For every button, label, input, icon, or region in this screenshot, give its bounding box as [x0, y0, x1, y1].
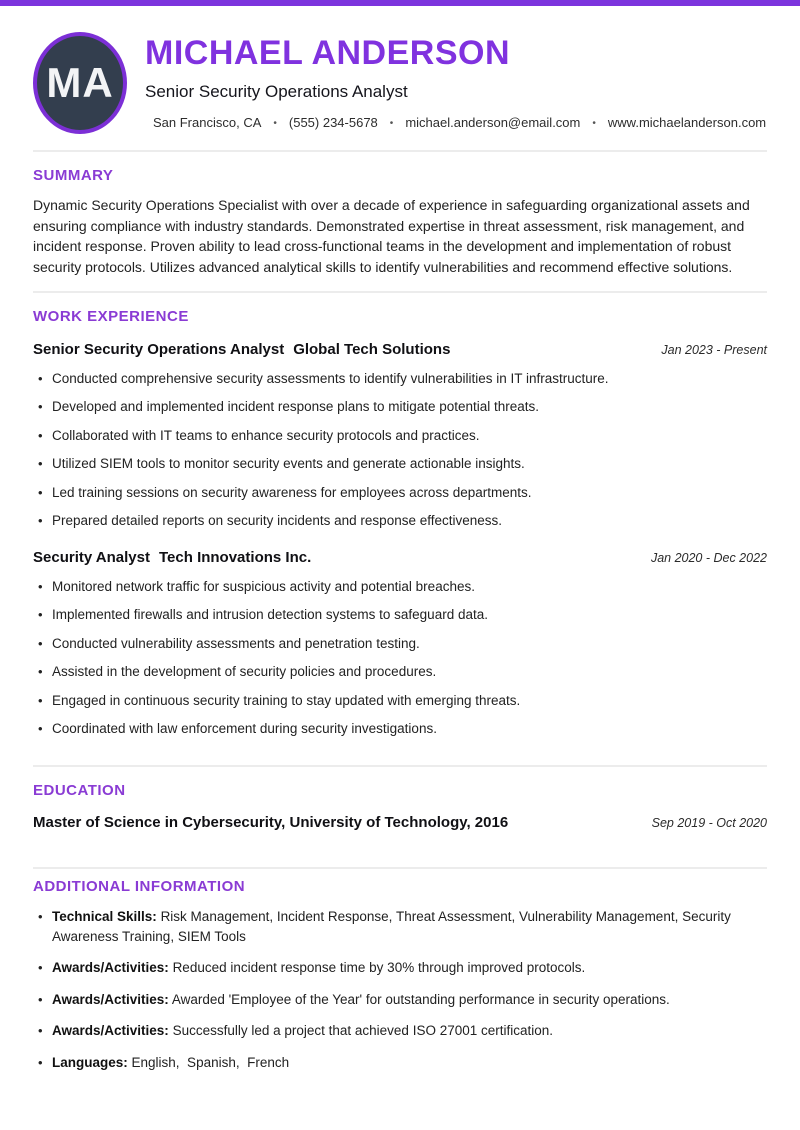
info-item	[33, 958, 767, 978]
bullet-item: • Utilized SIEM tools to monitor security events and generate actionable insights.	[33, 454, 767, 473]
job-bullet-list	[33, 577, 767, 739]
section-work-experience	[0, 293, 800, 765]
info-text: Successfully led a project that achieved ISO 27001 certification.	[172, 1023, 554, 1038]
bullet-item: • Coordinated with law enforcement during security investigations.	[33, 719, 767, 738]
bullet-item: • Led training sessions on security awareness for employees across departments.	[33, 483, 767, 502]
info-text: Risk Management, Incident Response, Threat Assessment, Vulnerability Management, Security Awareness Training, SIEM Tools	[52, 909, 734, 944]
contact-website: www.michaelanderson.com	[607, 115, 767, 131]
info-item	[33, 907, 767, 946]
info-label: Awards/Activities:	[52, 991, 169, 1007]
avatar: MA	[33, 32, 127, 134]
job-company: Global Tech Solutions	[293, 341, 451, 358]
job-position: Security Analyst	[33, 549, 150, 566]
job-title-group	[33, 549, 311, 567]
bullet-item: • Developed and implemented incident response plans to mitigate potential threats.	[33, 397, 767, 416]
education-degree: Master of Science in Cybersecurity, University of Technology, 2016	[33, 814, 509, 831]
contact-phone: (555) 234-5678	[288, 115, 378, 131]
resume-header	[0, 6, 800, 150]
info-item	[33, 990, 767, 1010]
bullet-item: • Collaborated with IT teams to enhance security protocols and practices.	[33, 426, 767, 445]
contact-location: San Francisco, CA	[153, 115, 262, 131]
additional-info-list	[33, 907, 767, 1072]
section-education	[0, 767, 800, 867]
contact-line	[153, 115, 766, 130]
additional-information-heading: ADDITIONAL INFORMATION	[33, 878, 246, 895]
separator-dot-icon: •	[592, 118, 596, 130]
bullet-item: • Monitored network traffic for suspicious activity and potential breaches.	[33, 577, 767, 596]
separator-dot-icon: •	[389, 118, 394, 130]
job-bullet-list	[33, 369, 767, 531]
bullet-item: • Implemented firewalls and intrusion detection systems to safeguard data.	[33, 605, 767, 624]
bullet-item: • Conducted vulnerability assessments and penetration testing.	[33, 634, 767, 653]
job-dates: Jan 2023 - Present	[661, 343, 767, 357]
info-text: Reduced incident response time by 30% through improved protocols.	[172, 960, 586, 975]
info-item	[33, 1053, 767, 1073]
info-text: English, Spanish, French	[131, 1054, 290, 1070]
job-company: Tech Innovations Inc.	[159, 549, 312, 566]
separator-dot-icon: •	[273, 118, 277, 130]
bullet-item: • Assisted in the development of security policies and procedures.	[33, 662, 767, 681]
info-text: Awarded 'Employee of the Year' for outstanding performance in security operations.	[171, 991, 670, 1007]
summary-heading: SUMMARY	[33, 167, 114, 184]
info-label: Awards/Activities:	[52, 960, 169, 975]
contact-email: michael.anderson@email.com	[405, 115, 581, 131]
education-dates: Sep 2019 - Oct 2020	[651, 816, 767, 830]
info-item	[33, 1021, 767, 1041]
job-entry	[33, 341, 767, 530]
bullet-item: • Engaged in continuous security training to stay updated with emerging threats.	[33, 691, 767, 710]
job-dates: Jan 2020 - Dec 2022	[650, 551, 767, 565]
education-heading: EDUCATION	[33, 782, 126, 799]
section-summary	[0, 152, 800, 291]
job-header-row	[33, 341, 767, 359]
job-position: Senior Security Operations Analyst	[33, 341, 285, 358]
job-header-row	[33, 549, 767, 567]
info-label: Technical Skills:	[52, 909, 157, 924]
info-label: Languages:	[52, 1054, 128, 1070]
job-entry	[33, 549, 767, 738]
education-entry	[33, 814, 767, 831]
candidate-name: MICHAEL ANDERSON	[145, 33, 511, 72]
bullet-item: • Conducted comprehensive security assessments to identify vulnerabilities in IT infrastructure.	[33, 369, 767, 388]
identity-block	[145, 33, 767, 131]
work-experience-heading: WORK EXPERIENCE	[33, 308, 189, 325]
candidate-job-title: Senior Security Operations Analyst	[145, 82, 408, 102]
bullet-item: • Prepared detailed reports on security incidents and response effectiveness.	[33, 511, 767, 530]
summary-text: Dynamic Security Operations Specialist with over a decade of experience in safeguarding organizational assets and ensuring compliance with industry standards. Demonstrated expertise in threat assessment, risk management, and incident response. Proven ability to lead cross-functional teams in the development and implementation of robust security protocols. Utilizes advanced analytical skills to identify vulnerabilities and recommend effective solutions.	[33, 197, 750, 275]
info-label: Awards/Activities:	[52, 1023, 169, 1038]
job-title-group	[33, 341, 450, 359]
section-additional-information	[0, 869, 800, 1072]
